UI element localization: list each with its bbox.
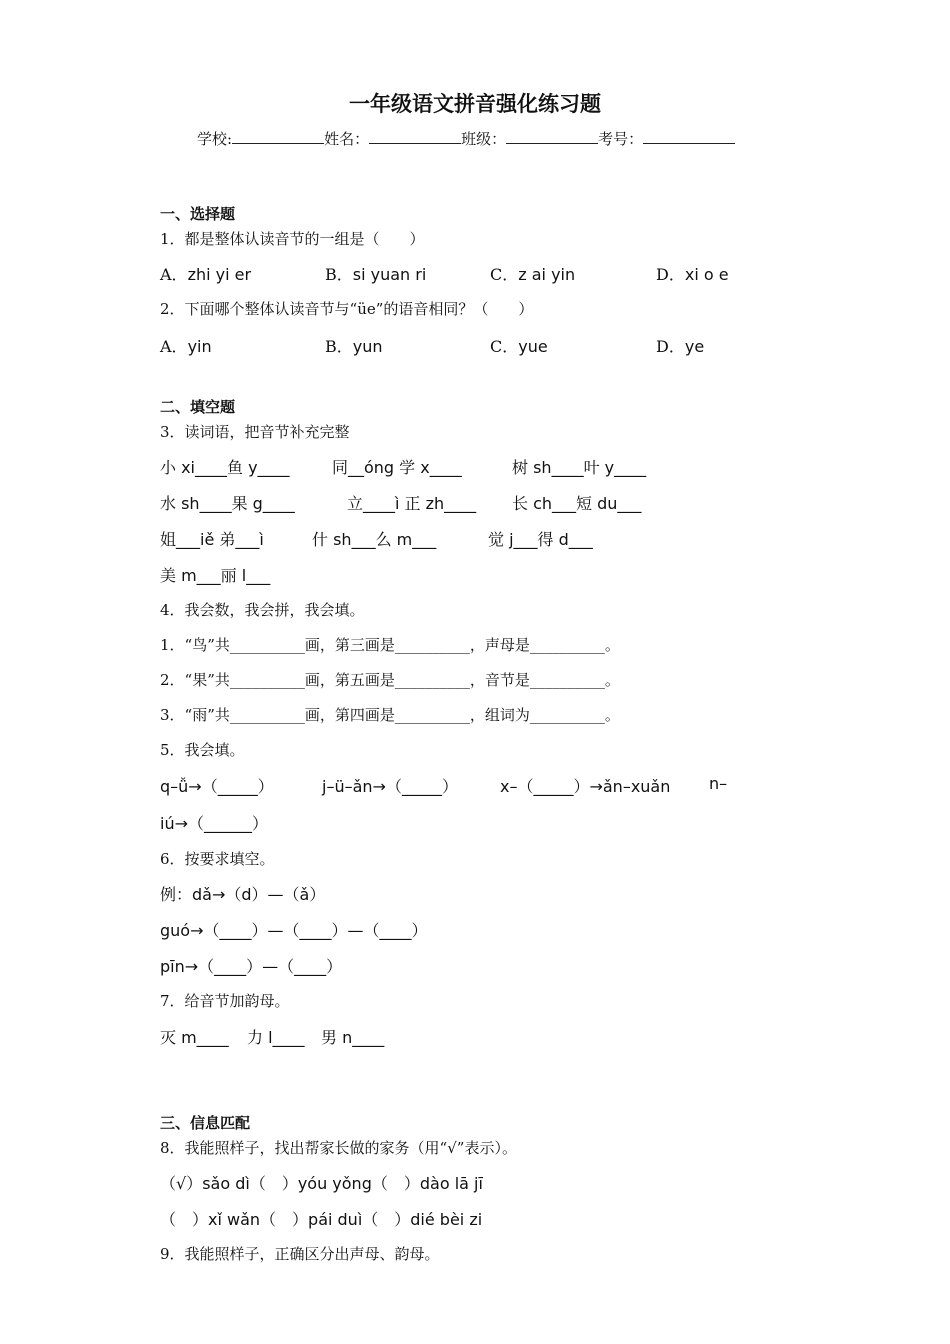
q4-line[interactable]: 2．“果”共__________画，第五画是__________，音节是__________。 [160, 671, 620, 689]
question-1-stem: 1．都是整体认读音节的一组是（ ） [160, 230, 425, 248]
q2-option-a[interactable]: A．yin [160, 337, 212, 356]
q5-item[interactable]: n– [709, 774, 728, 793]
name-field[interactable] [369, 129, 461, 144]
question-9-stem: 9．我能照样子，正确区分出声母、韵母。 [160, 1245, 440, 1263]
question-6-stem: 6．按要求填空。 [160, 850, 275, 868]
q4-line[interactable]: 1．“鸟”共__________画，第三画是__________，声母是__________。 [160, 636, 620, 654]
class-label: 班级： [461, 130, 507, 148]
q2-option-c[interactable]: C．yue [490, 337, 548, 356]
q1-option-c[interactable]: C．z ai yin [490, 265, 576, 284]
q3-item[interactable]: 长 ch___短 du___ [512, 494, 642, 513]
student-info-line [197, 128, 735, 149]
q3-item[interactable]: 什 sh___么 m___ [312, 530, 437, 549]
q3-item[interactable]: 同__óng 学 x____ [332, 458, 462, 477]
q3-item[interactable]: 水 sh____果 g____ [160, 494, 295, 513]
q7-item[interactable]: 力 l____ [247, 1028, 305, 1047]
section-heading: 一、选择题 [160, 205, 236, 223]
q3-item[interactable]: 小 xi____鱼 y____ [160, 458, 290, 477]
exam-no-field[interactable] [643, 129, 735, 144]
section-heading: 二、填空题 [160, 398, 236, 416]
q5-item[interactable]: j–ü–ǎn→（_____） [322, 777, 458, 796]
question-7-stem: 7．给音节加韵母。 [160, 992, 290, 1010]
page-title: 一年级语文拼音强化练习题 [349, 92, 601, 116]
question-3-stem: 3．读词语，把音节补充完整 [160, 423, 350, 441]
exam-no-label: 考号： [598, 130, 644, 148]
q7-item[interactable]: 灭 m____ [160, 1028, 229, 1047]
q3-item[interactable]: 树 sh____叶 y____ [512, 458, 647, 477]
question-8-stem: 8．我能照样子，找出帮家长做的家务（用“√”表示）。 [160, 1139, 517, 1157]
q1-option-b[interactable]: B．si yuan ri [325, 265, 427, 284]
q1-option-a[interactable]: A．zhi yi er [160, 265, 252, 284]
q1-option-d[interactable]: D．xi o e [656, 265, 729, 284]
section-heading: 三、信息匹配 [160, 1114, 251, 1132]
q5-item-continued[interactable]: iú→（______） [160, 814, 268, 833]
q4-line[interactable]: 3．“雨”共__________画，第四画是__________，组词为__________。 [160, 706, 620, 724]
q7-item[interactable]: 男 n____ [321, 1028, 385, 1047]
q8-row[interactable]: （√）sǎo dì（ ）yóu yǒng（ ）dào lā jī [160, 1174, 483, 1193]
q3-item[interactable]: 美 m___丽 l___ [160, 566, 271, 585]
q3-item[interactable]: 觉 j___得 d___ [488, 530, 593, 549]
q2-option-d[interactable]: D．ye [656, 337, 705, 356]
name-label: 姓名： [324, 130, 370, 148]
q6-line[interactable]: pīn→（____）—（____） [160, 957, 343, 976]
school-label: 学校: [197, 130, 233, 148]
class-field[interactable] [506, 129, 598, 144]
q6-line[interactable]: guó→（____）—（____）—（____） [160, 921, 428, 940]
question-4-stem: 4．我会数，我会拼，我会填。 [160, 601, 365, 619]
q3-item[interactable]: 立____ì 正 zh____ [347, 494, 477, 513]
q5-item[interactable]: x–（_____）→ǎn–xuǎn [500, 777, 671, 796]
q8-row[interactable]: （ ）xǐ wǎn（ ）pái duì（ ）dié bèi zi [160, 1210, 483, 1229]
q6-example: 例：dǎ→（d）—（ǎ） [160, 885, 326, 904]
question-5-stem: 5．我会填。 [160, 741, 245, 759]
q3-item[interactable]: 姐___iě 弟___ì [160, 530, 264, 549]
q5-item[interactable]: q–ǚ→（_____） [160, 777, 274, 796]
question-2-stem: 2．下面哪个整体认读音节与“üe”的语音相同？（ ） [160, 300, 534, 318]
school-field[interactable] [232, 129, 324, 144]
q2-option-b[interactable]: B．yun [325, 337, 383, 356]
